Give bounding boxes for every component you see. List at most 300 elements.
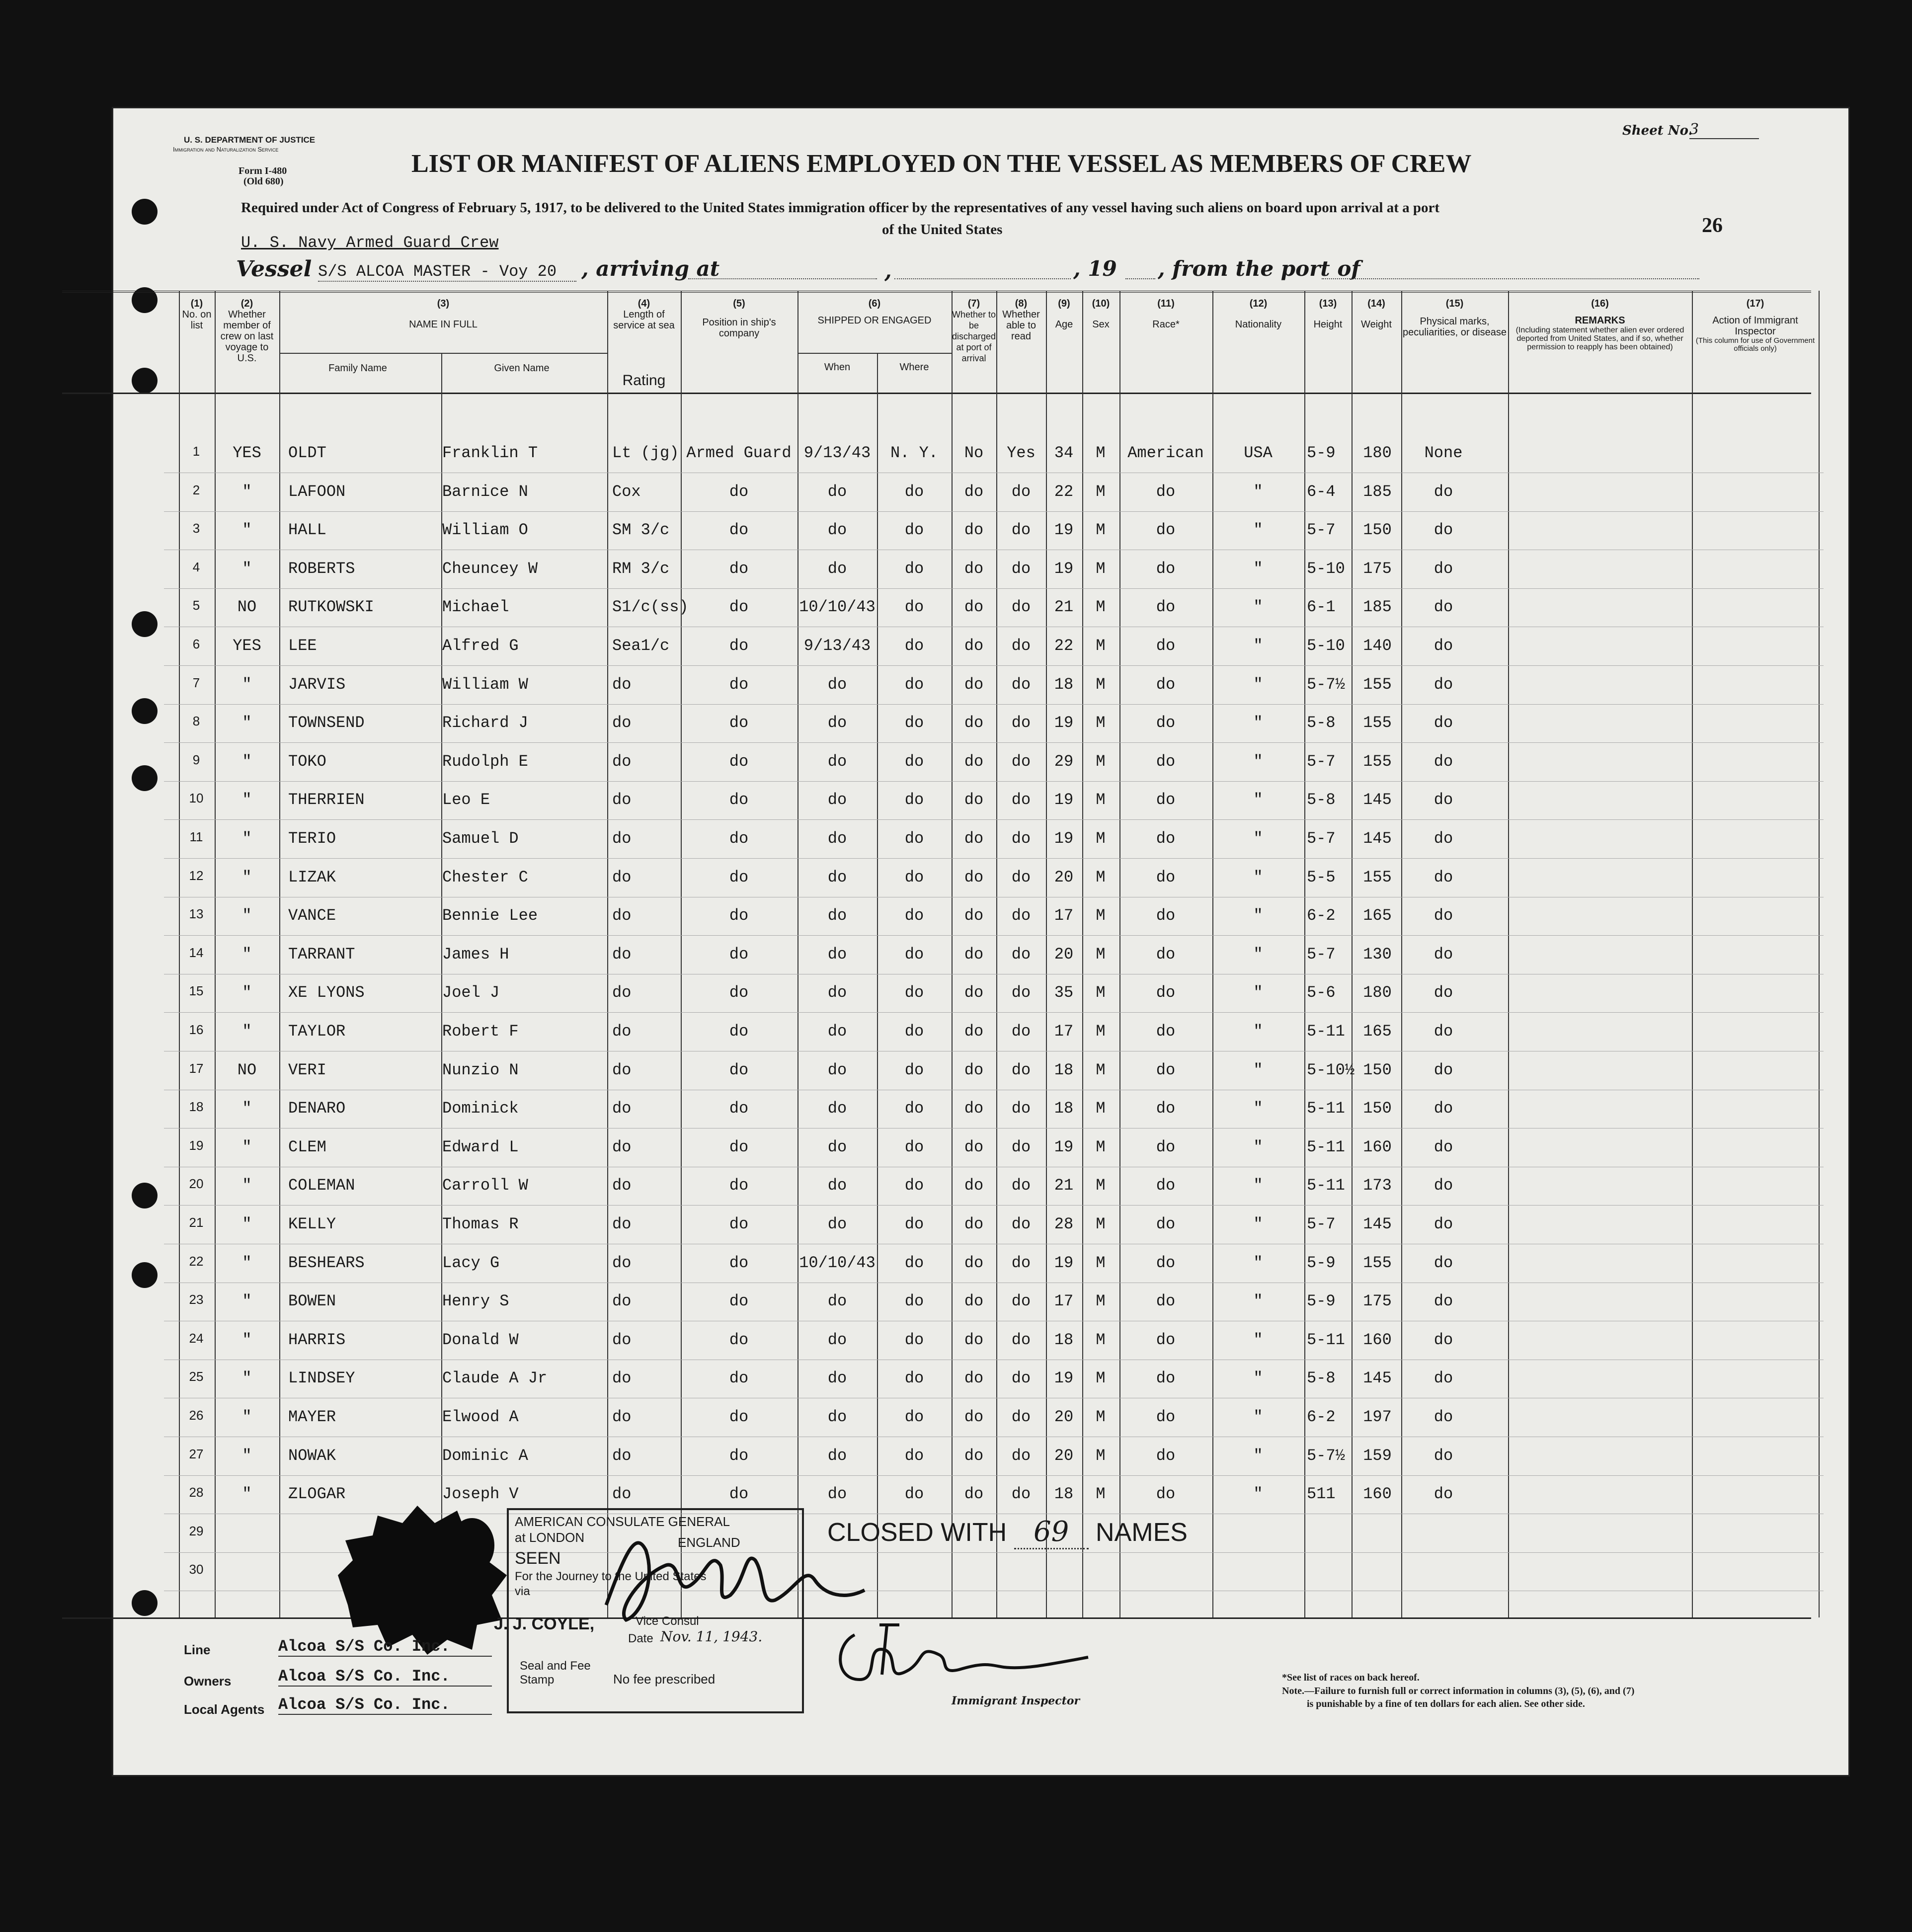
- cell-rating: do: [612, 1408, 632, 1426]
- table-row: [0, 1022, 1912, 1060]
- cell-no: 12: [189, 868, 204, 883]
- cell-marks: do: [1434, 868, 1453, 886]
- cell-disch: do: [964, 1253, 984, 1272]
- table-row: [0, 906, 1912, 944]
- cell-height: 5-9: [1307, 444, 1336, 462]
- cell-where: do: [904, 1330, 924, 1349]
- cell-read: do: [1011, 1060, 1031, 1079]
- cell-given: Carroll W: [442, 1176, 528, 1195]
- cell-nat: ": [1253, 637, 1263, 655]
- cell-no: 24: [189, 1330, 204, 1346]
- department: U. S. DEPARTMENT OF JUSTICE: [184, 135, 316, 145]
- cell-where: do: [904, 1446, 924, 1465]
- row-rule: [164, 1475, 1824, 1476]
- col-5-header: (5) Position in ship's company: [702, 298, 776, 339]
- stamp-officer: J. J. COYLE,: [494, 1614, 595, 1633]
- cell-given: Richard J: [442, 714, 528, 732]
- cell-position: do: [729, 1060, 749, 1079]
- cell-weight: 180: [1363, 983, 1392, 1002]
- cell-given: Donald W: [442, 1330, 519, 1349]
- cell-no: 6: [192, 637, 200, 651]
- cell-nat: ": [1253, 598, 1263, 617]
- cell-family: HARRIS: [288, 1330, 346, 1349]
- cell-sex: M: [1096, 1060, 1106, 1079]
- cell-last: ": [242, 1137, 252, 1156]
- cell-marks: do: [1434, 1330, 1453, 1349]
- cell-age: 18: [1054, 675, 1074, 694]
- cell-given: Edward L: [442, 1137, 519, 1156]
- cell-sex: M: [1096, 829, 1106, 848]
- cell-marks: do: [1434, 1446, 1453, 1465]
- cell-weight: 165: [1363, 1022, 1392, 1041]
- header-bottom-rule: [62, 393, 1811, 394]
- cell-rating: do: [612, 1137, 632, 1156]
- cell-race: do: [1156, 1369, 1176, 1388]
- cell-age: 19: [1054, 1369, 1074, 1388]
- cell-marks: do: [1434, 791, 1453, 809]
- cell-marks: do: [1434, 1292, 1453, 1311]
- cell-when: 9/13/43: [803, 637, 871, 655]
- cell-age: 19: [1054, 791, 1074, 809]
- col-1-header: (1) No. on list: [182, 298, 212, 331]
- cell-disch: do: [964, 1176, 984, 1195]
- cell-race: do: [1156, 637, 1176, 655]
- table-row: [0, 752, 1912, 790]
- cell-position: do: [729, 945, 749, 964]
- cell-race: do: [1156, 521, 1176, 540]
- cell-where: do: [904, 1215, 924, 1233]
- cell-weight: 155: [1363, 675, 1392, 694]
- cell-height: 511: [1307, 1485, 1336, 1504]
- cell-height: 5-6: [1307, 983, 1336, 1002]
- cell-read: do: [1011, 637, 1031, 655]
- cell-rating: do: [612, 906, 632, 925]
- cell-family: LIZAK: [288, 868, 336, 886]
- cell-sex: M: [1096, 1137, 1106, 1156]
- cell-weight: 150: [1363, 1060, 1392, 1079]
- cell-weight: 140: [1363, 637, 1392, 655]
- cell-height: 5-11: [1307, 1099, 1345, 1118]
- cell-last: ": [242, 1292, 252, 1311]
- owners-value: Alcoa S/S Co. Inc.: [278, 1667, 492, 1687]
- cell-age: 19: [1054, 521, 1074, 540]
- cell-race: do: [1156, 1215, 1176, 1233]
- cell-no: 1: [192, 444, 200, 459]
- cell-nat: ": [1253, 906, 1263, 925]
- cell-family: TOWNSEND: [288, 714, 365, 732]
- cell-read: do: [1011, 482, 1031, 501]
- cell-when: do: [827, 1215, 847, 1233]
- cell-disch: do: [964, 714, 984, 732]
- cell-family: KELLY: [288, 1215, 336, 1233]
- cell-where: do: [904, 829, 924, 848]
- line-value: Alcoa S/S Co. Inc.: [278, 1637, 492, 1657]
- cell-disch: do: [964, 1060, 984, 1079]
- cell-weight: 160: [1363, 1137, 1392, 1156]
- cell-race: do: [1156, 1099, 1176, 1118]
- cell-disch: do: [964, 752, 984, 771]
- cell-marks: do: [1434, 1099, 1453, 1118]
- cell-nat: ": [1253, 1408, 1263, 1426]
- cell-no: 15: [189, 983, 204, 999]
- cell-no: 21: [189, 1215, 204, 1230]
- cell-rating: do: [612, 714, 632, 732]
- cell-family: VANCE: [288, 906, 336, 925]
- cell-position: do: [729, 1215, 749, 1233]
- cell-last: ": [242, 945, 252, 964]
- cell-sex: M: [1096, 1485, 1106, 1504]
- vessel-name: S/S ALCOA MASTER - Voy 20: [318, 262, 576, 282]
- cell-height: 5-10: [1307, 637, 1345, 655]
- cell-family: TARRANT: [288, 945, 355, 964]
- table-row: [0, 1254, 1912, 1291]
- col-15-header: (15) Physical marks, peculiarities, or disease: [1403, 298, 1507, 338]
- cell-weight: 173: [1363, 1176, 1392, 1195]
- cell-where: do: [904, 906, 924, 925]
- row-rule: [164, 665, 1824, 666]
- cell-where: do: [904, 714, 924, 732]
- cell-height: 5-5: [1307, 868, 1336, 886]
- arrival-date-blank: [894, 278, 1071, 279]
- cell-given: Henry S: [442, 1292, 509, 1311]
- cell-disch: do: [964, 1099, 984, 1118]
- cell-last: ": [242, 559, 252, 578]
- cell-disch: do: [964, 559, 984, 578]
- cell-read: do: [1011, 1292, 1031, 1311]
- cell-height: 6-4: [1307, 482, 1336, 501]
- cell-last: ": [242, 1369, 252, 1388]
- cell-marks: do: [1434, 906, 1453, 925]
- cell-family: NOWAK: [288, 1446, 336, 1465]
- cell-nat: ": [1253, 1253, 1263, 1272]
- cell-read: do: [1011, 752, 1031, 771]
- cell-position: do: [729, 1253, 749, 1272]
- cell-given: William O: [442, 521, 528, 540]
- cell-race: do: [1156, 1330, 1176, 1349]
- cell-age: 29: [1054, 752, 1074, 771]
- cell-age: 20: [1054, 945, 1074, 964]
- cell-no: 23: [189, 1292, 204, 1307]
- cell-age: 34: [1054, 444, 1074, 462]
- cell-read: do: [1011, 1022, 1031, 1041]
- table-row: [0, 1176, 1912, 1214]
- cell-marks: do: [1434, 1369, 1453, 1388]
- cell-read: do: [1011, 1099, 1031, 1118]
- cell-nat: ": [1253, 1060, 1263, 1079]
- col-10-header: (10) Sex: [1092, 298, 1110, 330]
- cell-age: 17: [1054, 906, 1074, 925]
- cell-position: do: [729, 598, 749, 617]
- cell-last: NO: [237, 1060, 257, 1079]
- cell-height: 6-1: [1307, 598, 1336, 617]
- cell-weight: 130: [1363, 945, 1392, 964]
- cell-height: 5-9: [1307, 1253, 1336, 1272]
- agents-label: Local Agents: [184, 1702, 265, 1717]
- cell-height: 6-2: [1307, 906, 1336, 925]
- col-7-header: (7) Whether to be discharged at port of arrival: [952, 298, 996, 363]
- col-13-header: (13) Height: [1313, 298, 1343, 330]
- cell-height: 5-8: [1307, 1369, 1336, 1388]
- cell-no: 4: [192, 559, 200, 574]
- cell-marks: do: [1434, 559, 1453, 578]
- cell-when: do: [827, 1408, 847, 1426]
- cell-position: do: [729, 1330, 749, 1349]
- when-header: When: [824, 362, 851, 373]
- cell-given: Lacy G: [442, 1253, 500, 1272]
- cell-race: do: [1156, 868, 1176, 886]
- cell-family: LAFOON: [288, 482, 346, 501]
- cell-given: Chester C: [442, 868, 528, 886]
- cell-rating: do: [612, 1022, 632, 1041]
- table-row: [0, 444, 1912, 482]
- table-row: [0, 598, 1912, 636]
- cell-given: Michael: [442, 598, 509, 617]
- cell-disch: do: [964, 906, 984, 925]
- cell-marks: do: [1434, 945, 1453, 964]
- col-17-header: (17) Action of Immigrant Inspector (This column for use of Government officials only): [1695, 298, 1815, 353]
- cell-rating: RM 3/c: [612, 559, 670, 578]
- cell-given: Bennie Lee: [442, 906, 538, 925]
- cell-family: BOWEN: [288, 1292, 336, 1311]
- cell-where: do: [904, 1137, 924, 1156]
- cell-marks: do: [1434, 1485, 1453, 1504]
- row-rule: [164, 858, 1824, 859]
- wax-seal-image: [318, 1501, 517, 1655]
- cell-last: ": [242, 1022, 252, 1041]
- cell-when: do: [827, 1099, 847, 1118]
- cell-marks: do: [1434, 1408, 1453, 1426]
- col-3-header: (3) NAME IN FULL: [409, 298, 478, 330]
- cell-where: do: [904, 1176, 924, 1195]
- sheet-number: 3: [1689, 121, 1759, 139]
- cell-age: 35: [1054, 983, 1074, 1002]
- col-9-header: (9) Age: [1055, 298, 1073, 330]
- cell-when: do: [827, 829, 847, 848]
- cell-where: do: [904, 791, 924, 809]
- table-row: [0, 714, 1912, 751]
- table-row: [0, 1369, 1912, 1407]
- page-number: 26: [1702, 214, 1723, 237]
- cell-family: TERIO: [288, 829, 336, 848]
- cell-no: 9: [192, 752, 200, 767]
- cell-age: 19: [1054, 1137, 1074, 1156]
- cell-race: American: [1127, 444, 1204, 462]
- cell-weight: 160: [1363, 1485, 1392, 1504]
- cell-position: do: [729, 1022, 749, 1041]
- cell-race: do: [1156, 829, 1176, 848]
- cell-race: do: [1156, 1253, 1176, 1272]
- cell-no: 8: [192, 714, 200, 729]
- cell-marks: do: [1434, 714, 1453, 732]
- cell-family: DENARO: [288, 1099, 346, 1118]
- cell-rating: S1/c(ss): [612, 598, 689, 617]
- cell-nat: USA: [1244, 444, 1273, 462]
- cell-no: 13: [189, 906, 204, 922]
- row-rule: [164, 935, 1824, 936]
- cell-sex: M: [1096, 906, 1106, 925]
- col-16-header: (16) REMARKS (Including statement whether alien ever ordered deported from United States, and if so, whether permission to reapply has been obtained): [1515, 298, 1684, 351]
- cell-read: do: [1011, 675, 1031, 694]
- cell-weight: 197: [1363, 1408, 1392, 1426]
- cell-race: do: [1156, 1408, 1176, 1426]
- cell-race: do: [1156, 752, 1176, 771]
- cell-read: do: [1011, 906, 1031, 925]
- cell-last: ": [242, 791, 252, 809]
- cell-read: do: [1011, 1369, 1031, 1388]
- cell-weight: 145: [1363, 829, 1392, 848]
- cell-weight: 159: [1363, 1446, 1392, 1465]
- cell-sex: M: [1096, 1022, 1106, 1041]
- cell-age: 19: [1054, 829, 1074, 848]
- stamp-officer-title: Vice Consul: [636, 1614, 699, 1628]
- cell-height: 5-11: [1307, 1330, 1345, 1349]
- cell-sex: M: [1096, 1446, 1106, 1465]
- cell-race: do: [1156, 482, 1176, 501]
- stamp-line-3: SEEN: [515, 1549, 561, 1568]
- cell-when: do: [827, 868, 847, 886]
- cell-last: ": [242, 829, 252, 848]
- cell-height: 5-9: [1307, 1292, 1336, 1311]
- row-rule: [164, 1012, 1824, 1013]
- cell-rating: do: [612, 752, 632, 771]
- cell-position: do: [729, 752, 749, 771]
- cell-weight: 185: [1363, 598, 1392, 617]
- cell-read: do: [1011, 1176, 1031, 1195]
- cell-no: 7: [192, 675, 200, 690]
- cell-weight: 165: [1363, 906, 1392, 925]
- cell-no: 10: [189, 791, 204, 806]
- cell-race: do: [1156, 559, 1176, 578]
- cell-no: 11: [189, 829, 203, 844]
- cell-marks: do: [1434, 1176, 1453, 1195]
- cell-age: 20: [1054, 868, 1074, 886]
- cell-family: COLEMAN: [288, 1176, 355, 1195]
- subtitle-line-2: of the United States: [882, 222, 1003, 238]
- cell-age: 17: [1054, 1022, 1074, 1041]
- cell-marks: do: [1434, 482, 1453, 501]
- cell-marks: do: [1434, 1253, 1453, 1272]
- service: Immigration and Naturalization Service: [173, 146, 279, 153]
- table-row: [0, 1138, 1912, 1176]
- cell-sex: M: [1096, 1215, 1106, 1233]
- cell-last: ": [242, 868, 252, 886]
- cell-age: 19: [1054, 1253, 1074, 1272]
- cell-age: 21: [1054, 1176, 1074, 1195]
- arriving-label: , arriving at: [581, 256, 720, 281]
- cell-no: 3: [192, 521, 200, 536]
- crew-line: U. S. Navy Armed Guard Crew: [241, 234, 499, 252]
- cell-height: 5-10½: [1307, 1060, 1355, 1079]
- cell-height: 5-8: [1307, 791, 1336, 809]
- cell-when: 9/13/43: [803, 444, 871, 462]
- table-row: [0, 791, 1912, 828]
- cell-marks: do: [1434, 521, 1453, 540]
- cell-nat: ": [1253, 1485, 1263, 1504]
- cell-rating: Sea1/c: [612, 637, 670, 655]
- cell-height: 5-11: [1307, 1176, 1345, 1195]
- cell-position: do: [729, 675, 749, 694]
- closed-count: 69: [1014, 1516, 1089, 1549]
- cell-sex: M: [1096, 868, 1106, 886]
- table-row: [0, 1292, 1912, 1330]
- cell-read: do: [1011, 598, 1031, 617]
- cell-sex: M: [1096, 559, 1106, 578]
- cell-family: MAYER: [288, 1408, 336, 1426]
- cell-nat: ": [1253, 1369, 1263, 1388]
- cell-family: ROBERTS: [288, 559, 355, 578]
- cell-disch: do: [964, 1022, 984, 1041]
- cell-disch: do: [964, 829, 984, 848]
- cell-marks: do: [1434, 675, 1453, 694]
- cell-sex: M: [1096, 1099, 1106, 1118]
- cell-when: do: [827, 1485, 847, 1504]
- consul-signature: [596, 1521, 875, 1630]
- cell-position: do: [729, 1292, 749, 1311]
- cell-disch: do: [964, 1408, 984, 1426]
- cell-weight: 150: [1363, 1099, 1392, 1118]
- cell-sex: M: [1096, 482, 1106, 501]
- cell-read: do: [1011, 1215, 1031, 1233]
- cell-weight: 160: [1363, 1330, 1392, 1349]
- cell-nat: ": [1253, 1446, 1263, 1465]
- cell-nat: ": [1253, 1099, 1263, 1118]
- cell-when: do: [827, 1369, 847, 1388]
- cell-position: do: [729, 1099, 749, 1118]
- cell-sex: M: [1096, 945, 1106, 964]
- cell-read: do: [1011, 868, 1031, 886]
- cell-sex: M: [1096, 1408, 1106, 1426]
- cell-last: ": [242, 675, 252, 694]
- cell-family: LEE: [288, 637, 317, 655]
- cell-family: CLEM: [288, 1137, 326, 1156]
- cell-no: 29: [189, 1523, 204, 1538]
- cell-race: do: [1156, 906, 1176, 925]
- table-row: [0, 1061, 1912, 1099]
- cell-where: do: [904, 1022, 924, 1041]
- cell-where: do: [904, 1060, 924, 1079]
- cell-disch: do: [964, 1215, 984, 1233]
- cell-where: do: [904, 1253, 924, 1272]
- cell-position: do: [729, 482, 749, 501]
- cell-position: do: [729, 559, 749, 578]
- cell-nat: ": [1253, 675, 1263, 694]
- cell-position: do: [729, 906, 749, 925]
- cell-nat: ": [1253, 1330, 1263, 1349]
- cell-rating: do: [612, 983, 632, 1002]
- cell-marks: do: [1434, 829, 1453, 848]
- shipped-subrule: [797, 353, 952, 354]
- cell-height: 5-11: [1307, 1022, 1345, 1041]
- cell-nat: ": [1253, 983, 1263, 1002]
- cell-disch: do: [964, 637, 984, 655]
- cell-rating: do: [612, 791, 632, 809]
- cell-rating: do: [612, 1446, 632, 1465]
- cell-position: do: [729, 1369, 749, 1388]
- cell-when: do: [827, 1330, 847, 1349]
- cell-given: Samuel D: [442, 829, 519, 848]
- cell-where: do: [904, 1369, 924, 1388]
- cell-weight: 145: [1363, 791, 1392, 809]
- arriving-port-blank: [688, 278, 877, 279]
- cell-race: do: [1156, 675, 1176, 694]
- closed-suffix: NAMES: [1096, 1518, 1188, 1547]
- col-14-header: (14) Weight: [1361, 298, 1392, 330]
- cell-race: do: [1156, 1060, 1176, 1079]
- from-port-blank: [1322, 278, 1699, 279]
- cell-last: ": [242, 1408, 252, 1426]
- cell-sex: M: [1096, 598, 1106, 617]
- line-label: Line: [184, 1642, 211, 1657]
